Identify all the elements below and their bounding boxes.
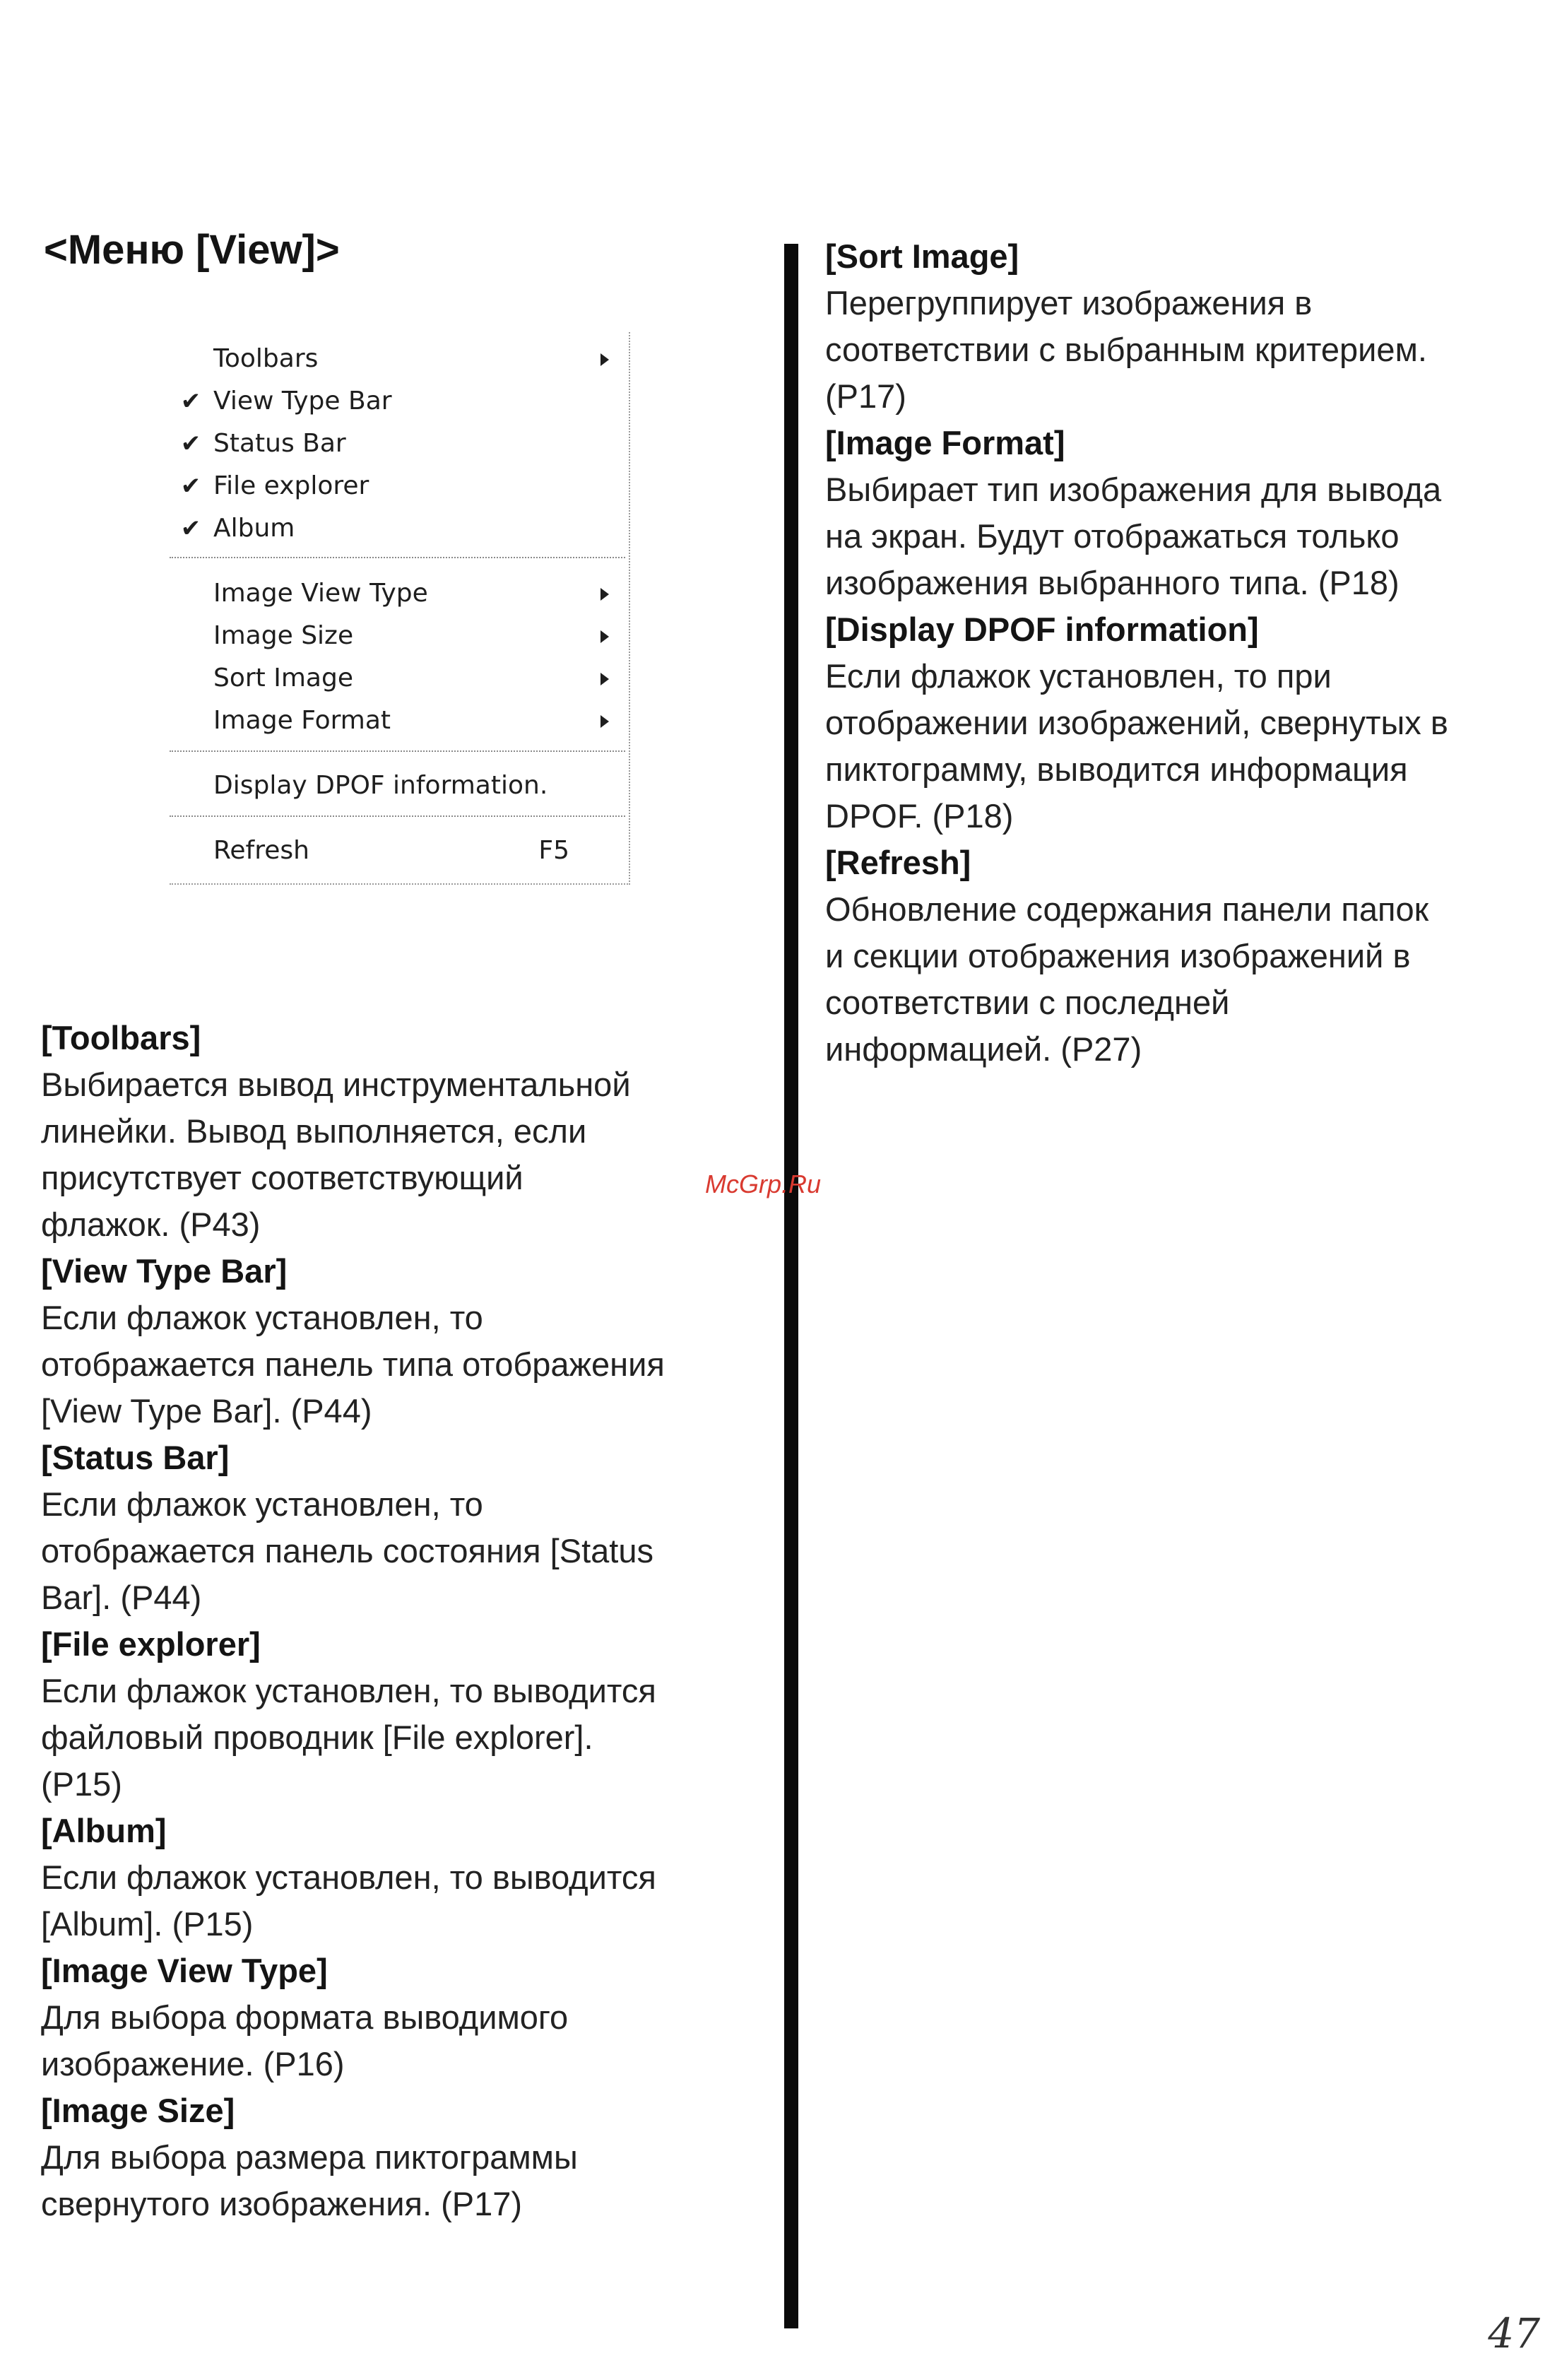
menu-item-label: View Type Bar xyxy=(213,387,392,416)
menu-item-status-bar[interactable] xyxy=(170,423,622,465)
menu-item-label: Display DPOF information. xyxy=(213,771,548,800)
entry-text: Для выбора размера пиктограммы xyxy=(41,2138,578,2176)
submenu-arrow-icon xyxy=(601,715,609,728)
entry-text: изображение. (P16) xyxy=(41,2045,345,2082)
menu-separator xyxy=(170,557,625,558)
entry-text: информацией. (P27) xyxy=(825,1030,1142,1068)
column-divider xyxy=(784,244,798,2328)
menu-separator xyxy=(170,750,625,752)
left-column xyxy=(41,1015,755,2227)
entry-title-refresh: [Refresh] xyxy=(825,844,971,881)
submenu-arrow-icon xyxy=(601,630,609,643)
menu-item-label: Image Size xyxy=(213,621,354,650)
watermark: McGrp.Ru xyxy=(705,1170,822,1198)
menu-item-label: Status Bar xyxy=(213,429,346,458)
entry-title-toolbars: [Toolbars] xyxy=(41,1019,201,1056)
submenu-arrow-icon xyxy=(601,353,609,366)
page-heading: <Меню [View]> xyxy=(44,227,340,273)
entry-text: Выбирается вывод инструментальной xyxy=(41,1066,631,1103)
entry-title-image-size: [Image Size] xyxy=(41,2092,235,2129)
menu-item-label: Refresh xyxy=(213,836,309,865)
entry-title-display-dpof-information: [Display DPOF information] xyxy=(825,611,1259,648)
entry-text: присутствует соответствующий xyxy=(41,1159,523,1196)
right-column xyxy=(825,233,1532,1073)
entry-text: (P15) xyxy=(41,1765,122,1803)
menu-item-sort-image[interactable] xyxy=(170,657,622,700)
menu-item-label: Toolbars xyxy=(213,344,319,373)
entry-text: изображения выбранного типа. (P18) xyxy=(825,564,1400,601)
entry-text: файловый проводник [File explorer]. xyxy=(41,1719,593,1756)
entry-text: линейки. Вывод выполняется, если xyxy=(41,1112,587,1150)
entry-text: Если флажок установлен, то xyxy=(41,1485,483,1523)
entry-title-image-view-type: [Image View Type] xyxy=(41,1952,328,1989)
page-number: 47 xyxy=(1488,2309,1540,2357)
submenu-arrow-icon xyxy=(601,588,609,601)
entry-title-view-type-bar: [View Type Bar] xyxy=(41,1252,288,1290)
checkmark-icon: ✔ xyxy=(180,514,201,543)
menu-item-image-view-type[interactable] xyxy=(170,572,622,615)
menu-item-label: Sort Image xyxy=(213,664,353,693)
menu-item-view-type-bar[interactable] xyxy=(170,380,622,423)
entry-text: Bar]. (P44) xyxy=(41,1579,202,1616)
checkmark-icon: ✔ xyxy=(180,387,201,416)
entry-text: Если флажок установлен, то при xyxy=(825,657,1332,695)
entry-text: на экран. Будут отображаться только xyxy=(825,517,1400,555)
menu-item-label: File explorer xyxy=(213,471,369,500)
entry-text: Для выбора формата выводимого xyxy=(41,1998,569,2036)
menu-item-file-explorer[interactable] xyxy=(170,465,622,507)
entry-text: [View Type Bar]. (P44) xyxy=(41,1392,372,1430)
entry-text: [Album]. (P15) xyxy=(41,1905,254,1943)
menu-item-toolbars[interactable] xyxy=(170,338,622,380)
checkmark-icon: ✔ xyxy=(180,472,201,500)
entry-text: отображается панель типа отображения xyxy=(41,1345,665,1383)
entry-text: соответствии с выбранным критерием. xyxy=(825,331,1427,368)
menu-item-label: Image View Type xyxy=(213,579,428,608)
menu-shortcut: F5 xyxy=(538,836,569,865)
view-menu-screenshot xyxy=(170,332,630,885)
entry-text: (P17) xyxy=(825,377,906,415)
menu-item-image-format[interactable] xyxy=(170,700,622,742)
menu-item-label: Image Format xyxy=(213,706,391,735)
entry-title-file-explorer: [File explorer] xyxy=(41,1625,261,1663)
entry-text: Перегруппирует изображения в xyxy=(825,284,1313,322)
menu-item-refresh[interactable] xyxy=(170,830,622,872)
entry-text: Выбирает тип изображения для вывода xyxy=(825,471,1442,508)
submenu-arrow-icon xyxy=(601,673,609,685)
entry-text: отображается панель состояния [Status xyxy=(41,1532,653,1569)
checkmark-icon: ✔ xyxy=(180,430,201,458)
entry-text: пиктограмму, выводится информация xyxy=(825,750,1408,788)
entry-text: флажок. (P43) xyxy=(41,1206,261,1243)
menu-item-image-size[interactable] xyxy=(170,615,622,657)
entry-title-image-format: [Image Format] xyxy=(825,424,1065,461)
entry-text: Если флажок установлен, то выводится xyxy=(41,1858,656,1896)
entry-text: Обновление содержания панели папок xyxy=(825,890,1429,928)
entry-title-album: [Album] xyxy=(41,1812,167,1849)
entry-text: Если флажок установлен, то выводится xyxy=(41,1672,656,1709)
entry-title-status-bar: [Status Bar] xyxy=(41,1439,230,1476)
entry-title-sort-image: [Sort Image] xyxy=(825,237,1019,275)
menu-item-display-dpof-information[interactable] xyxy=(170,765,622,807)
menu-item-album[interactable] xyxy=(170,507,622,550)
entry-text: Если флажок установлен, то xyxy=(41,1299,483,1336)
entry-text: и секции отображения изображений в xyxy=(825,937,1411,974)
entry-text: отображении изображений, свернутых в xyxy=(825,704,1448,741)
menu-item-label: Album xyxy=(213,514,295,543)
entry-text: соответствии с последней xyxy=(825,984,1230,1021)
menu-separator xyxy=(170,815,625,817)
entry-text: DPOF. (P18) xyxy=(825,797,1014,835)
entry-text: свернутого изображения. (P17) xyxy=(41,2185,523,2222)
